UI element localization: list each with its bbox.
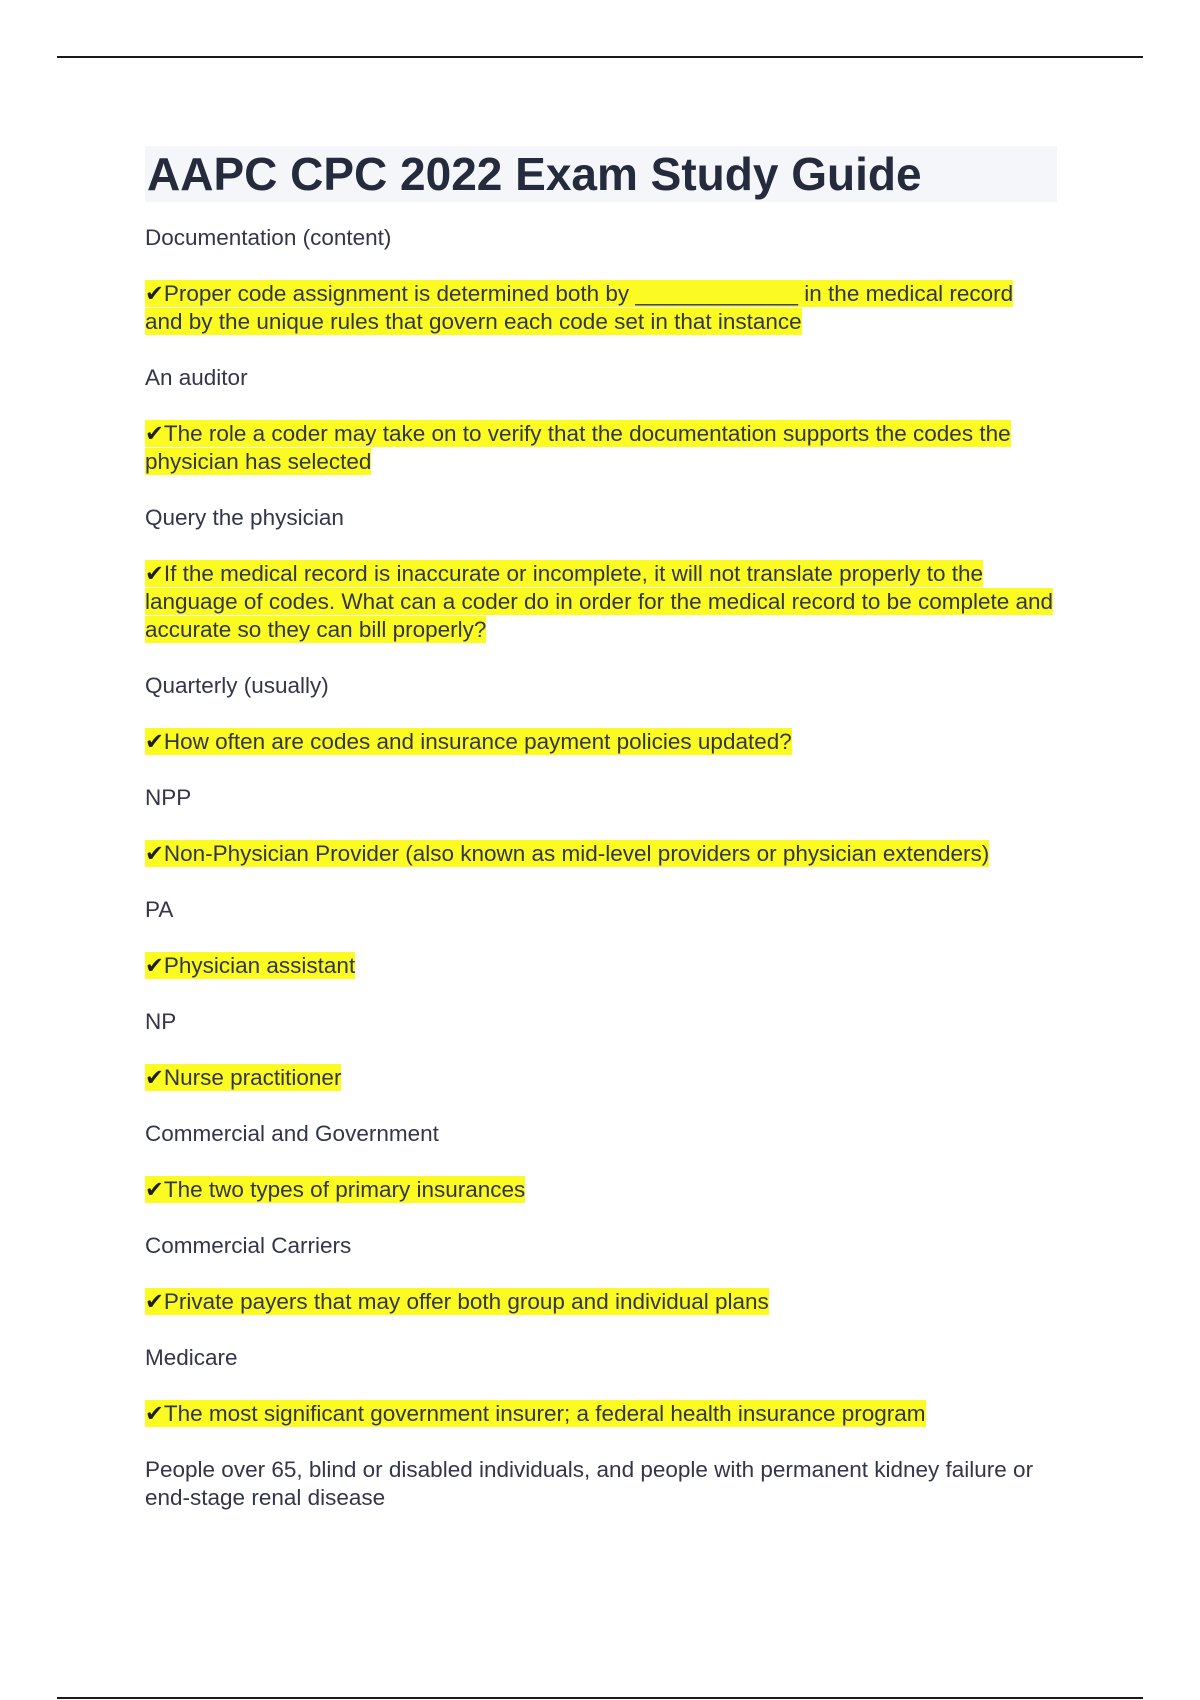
entry-definition xyxy=(145,560,1055,644)
definition-text: The two types of primary insurances xyxy=(163,1177,526,1202)
checkmark-icon: ✔ xyxy=(145,1289,164,1314)
top-rule xyxy=(57,56,1143,58)
highlighted-answer xyxy=(145,560,1053,643)
entry-term: Medicare xyxy=(145,1345,238,1370)
entry-term: Documentation (content) xyxy=(145,225,392,250)
entry-term: Quarterly (usually) xyxy=(145,673,329,698)
checkmark-icon: ✔ xyxy=(145,1401,164,1426)
checkmark-icon: ✔ xyxy=(145,421,164,446)
title-block xyxy=(145,146,1057,202)
entry-definition xyxy=(145,952,1055,980)
definition-text: How often are codes and insurance payment policies updated? xyxy=(163,729,792,754)
entry-term: An auditor xyxy=(145,365,248,390)
definition-text: Proper code assignment is determined both by _____________ in the medical record and by the unique rules that govern each code set in that instance xyxy=(145,281,1014,334)
entry-term: NP xyxy=(145,1009,177,1034)
checkmark-icon: ✔ xyxy=(145,729,164,754)
entry-definition xyxy=(145,728,1055,756)
highlighted-answer xyxy=(145,840,989,867)
entry-term: Commercial and Government xyxy=(145,1121,439,1146)
bottom-rule xyxy=(57,1697,1143,1699)
definition-text: Physician assistant xyxy=(163,953,356,978)
definition-text: If the medical record is inaccurate or incomplete, it will not translate properly to the language of codes. What can a coder do in order for the medical record to be complete and accurate so they can bill properly? xyxy=(145,561,1054,642)
definition-text: The most significant government insurer; a federal health insurance program xyxy=(163,1401,926,1426)
entry-definition xyxy=(145,1288,1055,1316)
entry-term: PA xyxy=(145,897,174,922)
definition-text: Private payers that may offer both group and individual plans xyxy=(163,1289,769,1314)
definition-text: Nurse practitioner xyxy=(163,1065,342,1090)
highlighted-answer xyxy=(145,420,1011,475)
page-title: AAPC CPC 2022 Exam Study Guide xyxy=(147,148,922,200)
entry-term: Commercial Carriers xyxy=(145,1233,352,1258)
checkmark-icon: ✔ xyxy=(145,953,164,978)
entry-term: NPP xyxy=(145,785,192,810)
document-body xyxy=(145,146,1055,1540)
entry-definition xyxy=(145,1064,1055,1092)
checkmark-icon: ✔ xyxy=(145,281,164,306)
entry-term: Query the physician xyxy=(145,505,344,530)
entry-definition xyxy=(145,1400,1055,1428)
checkmark-icon: ✔ xyxy=(145,1065,164,1090)
highlighted-answer xyxy=(145,1288,769,1315)
trailing-term: People over 65, blind or disabled individuals, and people with permanent kidney failure or end-stage renal disease xyxy=(145,1457,1034,1510)
highlighted-answer xyxy=(145,952,355,979)
checkmark-icon: ✔ xyxy=(145,1177,164,1202)
checkmark-icon: ✔ xyxy=(145,561,164,586)
highlighted-answer xyxy=(145,728,792,755)
entry-definition xyxy=(145,840,1055,868)
checkmark-icon: ✔ xyxy=(145,841,164,866)
highlighted-answer xyxy=(145,280,1013,335)
entry-definition xyxy=(145,420,1055,476)
highlighted-answer xyxy=(145,1064,341,1091)
definition-text: The role a coder may take on to verify that the documentation supports the codes the physician has selected xyxy=(145,421,1011,474)
highlighted-answer xyxy=(145,1400,926,1427)
entry-definition xyxy=(145,1176,1055,1204)
highlighted-answer xyxy=(145,1176,525,1203)
definition-text: Non-Physician Provider (also known as mid-level providers or physician extenders) xyxy=(163,841,990,866)
entry-definition xyxy=(145,280,1055,336)
entry-list xyxy=(145,224,1055,1428)
